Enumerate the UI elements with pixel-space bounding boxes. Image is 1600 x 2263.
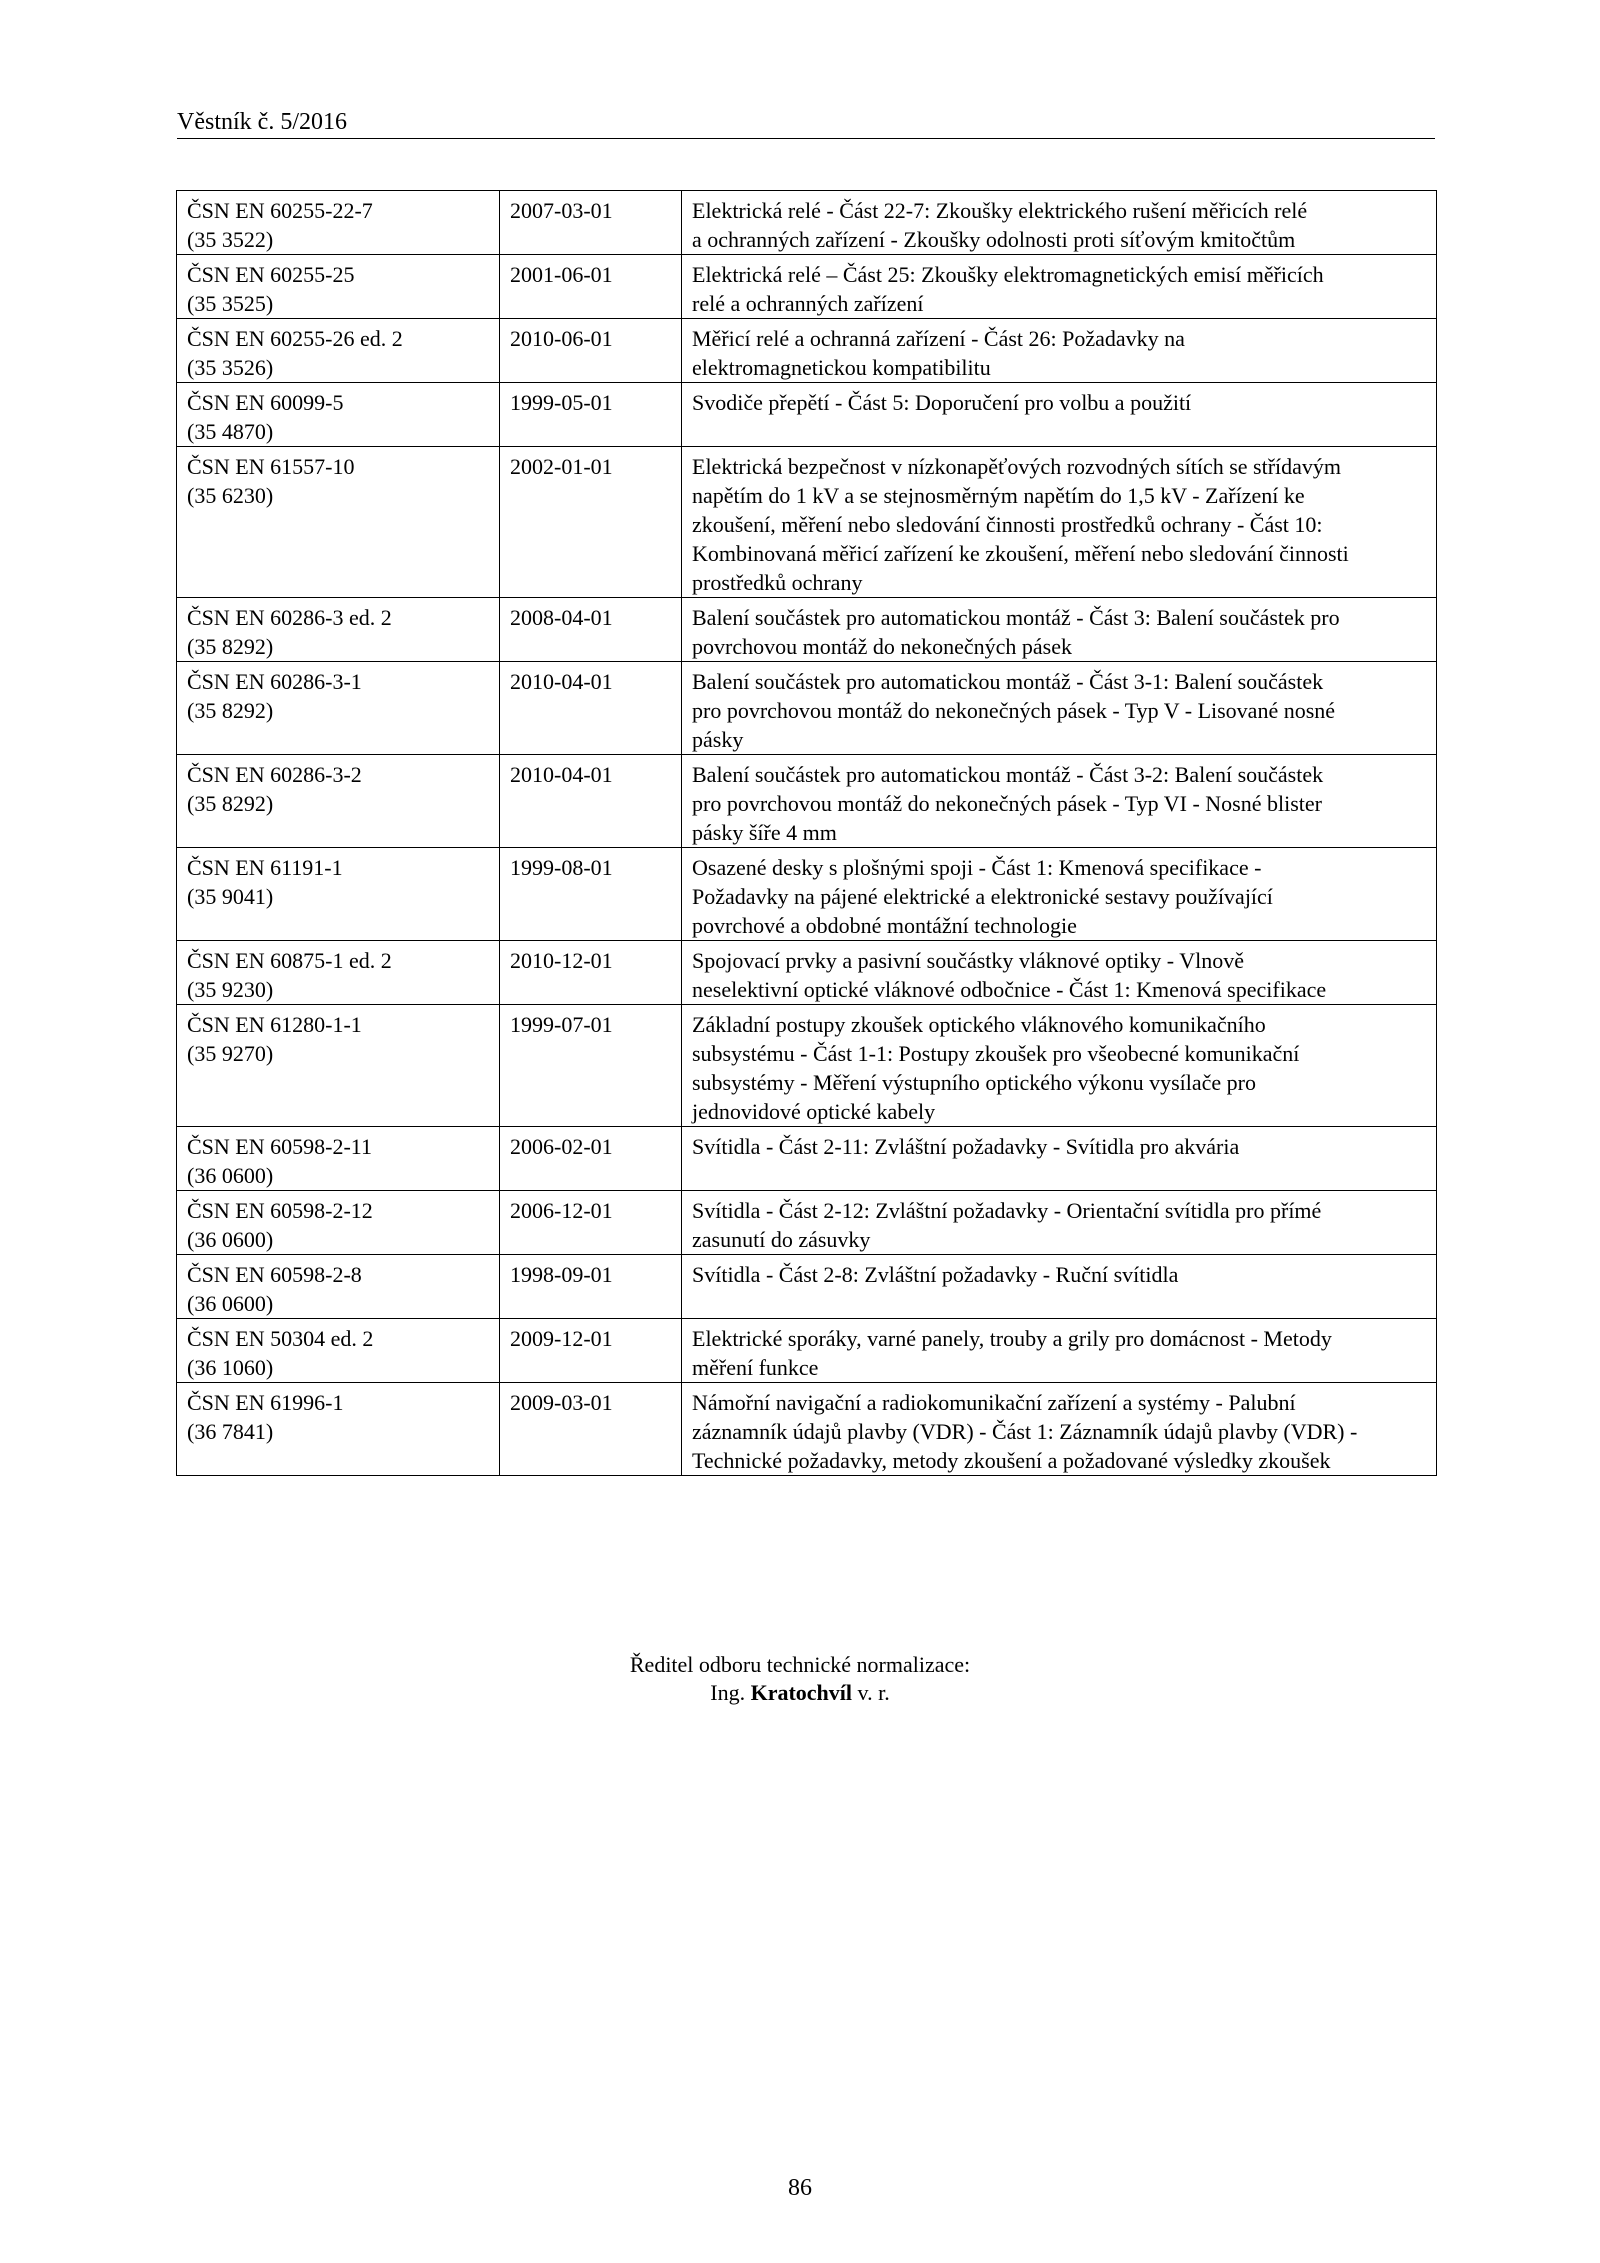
date-cell — [500, 755, 682, 848]
standard-title-line: povrchové a obdobné montážní technologie — [692, 913, 1077, 938]
standard-code-cell — [177, 1127, 500, 1191]
standard-code-line: (36 7841) — [187, 1419, 274, 1444]
standard-title-line: neselektivní optické vláknové odbočnice - Část 1: Kmenová specifikace — [692, 977, 1327, 1002]
standard-title-line: Osazené desky s plošnými spoji - Část 1: Kmenová specifikace - — [692, 855, 1262, 880]
standard-title-line: Elektrické sporáky, varné panely, trouby a grily pro domácnost - Metody — [692, 1326, 1332, 1351]
signature-suffix: v. r. — [857, 1680, 890, 1705]
standard-title-line: povrchovou montáž do nekonečných pásek — [692, 634, 1072, 659]
date-cell — [500, 941, 682, 1005]
standard-date: 2006-02-01 — [510, 1134, 613, 1159]
date-cell — [500, 1255, 682, 1319]
standard-date: 2010-04-01 — [510, 669, 613, 694]
standard-title-line: Spojovací prvky a pasivní součástky vláknové optiky - Vlnově — [692, 948, 1244, 973]
signature-person — [0, 1679, 1600, 1707]
standard-title-line: Základní postupy zkoušek optického vláknového komunikačního — [692, 1012, 1266, 1037]
standard-code-cell — [177, 1191, 500, 1255]
standard-code-line: (35 3522) — [187, 227, 274, 252]
standard-date: 1999-07-01 — [510, 1012, 613, 1037]
date-cell — [500, 1191, 682, 1255]
standard-title-cell — [682, 1383, 1437, 1476]
standard-title-line: Požadavky na pájené elektrické a elektronické sestavy používající — [692, 884, 1273, 909]
standard-code-line: (35 6230) — [187, 483, 274, 508]
standard-code-line: ČSN EN 60875-1 ed. 2 — [187, 948, 392, 973]
standard-date: 2002-01-01 — [510, 454, 613, 479]
standard-code-line: ČSN EN 60286-3-1 — [187, 669, 362, 694]
standard-title-line: zasunutí do zásuvky — [692, 1227, 871, 1252]
standard-date: 1998-09-01 — [510, 1262, 613, 1287]
standard-code-cell — [177, 255, 500, 319]
standard-title-line: zkoušení, měření nebo sledování činnosti prostředků ochrany - Část 10: — [692, 512, 1323, 537]
standard-code-line: (36 0600) — [187, 1291, 274, 1316]
standard-title-line: Svítidla - Část 2-8: Zvláštní požadavky - Ruční svítidla — [692, 1262, 1179, 1287]
standard-code-line: ČSN EN 60099-5 — [187, 390, 344, 415]
standard-title-line: pro povrchovou montáž do nekonečných pásek - Typ VI - Nosné blister — [692, 791, 1322, 816]
standard-code-line: (35 3525) — [187, 291, 274, 316]
standard-code-line: ČSN EN 60255-22-7 — [187, 198, 373, 223]
standard-code-cell — [177, 941, 500, 1005]
standard-title-line: Kombinovaná měřicí zařízení ke zkoušení, měření nebo sledování činnosti — [692, 541, 1349, 566]
date-cell — [500, 383, 682, 447]
standard-code-cell — [177, 1255, 500, 1319]
standard-title-line: Technické požadavky, metody zkoušení a požadované výsledky zkoušek — [692, 1448, 1331, 1473]
standard-code-line: ČSN EN 61996-1 — [187, 1390, 344, 1415]
standard-title-line: pásky šíře 4 mm — [692, 820, 837, 845]
date-cell — [500, 1005, 682, 1127]
standard-code-cell — [177, 319, 500, 383]
standard-title-line: Námořní navigační a radiokomunikační zařízení a systémy - Palubní — [692, 1390, 1296, 1415]
standards-table — [176, 190, 1437, 1476]
standard-code-line: (36 0600) — [187, 1163, 274, 1188]
standard-code-line: ČSN EN 50304 ed. 2 — [187, 1326, 374, 1351]
table-row — [177, 1191, 1437, 1255]
standard-title-cell — [682, 1005, 1437, 1127]
table-row — [177, 1383, 1437, 1476]
table-row — [177, 755, 1437, 848]
standard-title-cell — [682, 191, 1437, 255]
standard-title-line: subsystémy - Měření výstupního optického výkonu vysílače pro — [692, 1070, 1256, 1095]
standard-code-line: (36 1060) — [187, 1355, 274, 1380]
table-row — [177, 1255, 1437, 1319]
standard-title-line: záznamník údajů plavby (VDR) - Část 1: Záznamník údajů plavby (VDR) - — [692, 1419, 1358, 1444]
standard-date: 2009-12-01 — [510, 1326, 613, 1351]
standard-title-cell — [682, 319, 1437, 383]
standard-title-cell — [682, 848, 1437, 941]
standard-title-cell — [682, 941, 1437, 1005]
standard-title-line: Balení součástek pro automatickou montáž - Část 3-2: Balení součástek — [692, 762, 1324, 787]
standard-code-line: (35 8292) — [187, 791, 274, 816]
standard-code-line: ČSN EN 61280-1-1 — [187, 1012, 362, 1037]
standard-title-cell — [682, 662, 1437, 755]
standard-title-cell — [682, 1127, 1437, 1191]
table-row — [177, 191, 1437, 255]
page-header — [177, 108, 1435, 139]
standard-code-line: ČSN EN 60598-2-8 — [187, 1262, 362, 1287]
table-row — [177, 848, 1437, 941]
date-cell — [500, 1127, 682, 1191]
standard-code-line: (35 8292) — [187, 634, 274, 659]
page-number: 86 — [788, 2175, 812, 2201]
standard-code-line: (35 9270) — [187, 1041, 274, 1066]
standard-code-cell — [177, 383, 500, 447]
standard-title-line: Elektrická relé – Část 25: Zkoušky elektromagnetických emisí měřicích — [692, 262, 1324, 287]
signature-prefix: Ing. — [710, 1680, 746, 1705]
standard-title-line: Elektrická relé - Část 22-7: Zkoušky elektrického rušení měřicích relé — [692, 198, 1308, 223]
table-row — [177, 1005, 1437, 1127]
standard-code-line: ČSN EN 60255-25 — [187, 262, 355, 287]
date-cell — [500, 319, 682, 383]
standard-code-cell — [177, 1383, 500, 1476]
standard-title-line: měření funkce — [692, 1355, 819, 1380]
date-cell — [500, 1319, 682, 1383]
standard-code-line: ČSN EN 60598-2-12 — [187, 1198, 373, 1223]
standard-title-cell — [682, 255, 1437, 319]
standard-title-line: subsystému - Část 1-1: Postupy zkoušek pro všeobecné komunikační — [692, 1041, 1300, 1066]
table-row — [177, 662, 1437, 755]
table-row — [177, 447, 1437, 598]
standard-title-line: a ochranných zařízení - Zkoušky odolnosti proti síťovým kmitočtům — [692, 227, 1296, 252]
standard-code-cell — [177, 1005, 500, 1127]
table-row — [177, 1127, 1437, 1191]
standard-title-cell — [682, 1255, 1437, 1319]
standard-date: 2001-06-01 — [510, 262, 613, 287]
signature-name: Kratochvíl — [750, 1680, 853, 1705]
table-row — [177, 383, 1437, 447]
standard-title-line: Elektrická bezpečnost v nízkonapěťových rozvodných sítích se střídavým — [692, 454, 1342, 479]
standard-code-cell — [177, 191, 500, 255]
signature-role: Ředitel odboru technické normalizace: — [629, 1652, 971, 1677]
standard-title-cell — [682, 1319, 1437, 1383]
standards-table-body — [177, 191, 1437, 1476]
standard-title-cell — [682, 447, 1437, 598]
standard-title-line: Svítidla - Část 2-12: Zvláštní požadavky - Orientační svítidla pro přímé — [692, 1198, 1322, 1223]
table-row — [177, 255, 1437, 319]
standard-code-line: ČSN EN 61557-10 — [187, 454, 355, 479]
standard-title-line: Svodiče přepětí - Část 5: Doporučení pro volbu a použití — [692, 390, 1192, 415]
standard-title-line: pásky — [692, 727, 744, 752]
standard-code-line: (35 9230) — [187, 977, 274, 1002]
standard-code-cell — [177, 755, 500, 848]
standard-title-line: elektromagnetickou kompatibilitu — [692, 355, 991, 380]
standard-code-line: ČSN EN 60286-3-2 — [187, 762, 362, 787]
standard-code-line: (35 8292) — [187, 698, 274, 723]
standard-title-line: Balení součástek pro automatickou montáž - Část 3: Balení součástek pro — [692, 605, 1340, 630]
table-row — [177, 1319, 1437, 1383]
standard-code-line: (36 0600) — [187, 1227, 274, 1252]
standard-date: 2006-12-01 — [510, 1198, 613, 1223]
date-cell — [500, 447, 682, 598]
standard-code-line: ČSN EN 61191-1 — [187, 855, 343, 880]
standard-date: 1999-05-01 — [510, 390, 613, 415]
standard-date: 2007-03-01 — [510, 198, 613, 223]
date-cell — [500, 1383, 682, 1476]
standard-title-line: Měřicí relé a ochranná zařízení - Část 26: Požadavky na — [692, 326, 1185, 351]
standard-date: 2008-04-01 — [510, 605, 613, 630]
standard-code-cell — [177, 1319, 500, 1383]
standard-title-line: napětím do 1 kV a se stejnosměrným napětím do 1,5 kV - Zařízení ke — [692, 483, 1305, 508]
standard-date: 2010-04-01 — [510, 762, 613, 787]
standard-title-line: prostředků ochrany — [692, 570, 863, 595]
table-row — [177, 941, 1437, 1005]
standard-date: 1999-08-01 — [510, 855, 613, 880]
date-cell — [500, 191, 682, 255]
standard-date: 2010-12-01 — [510, 948, 613, 973]
standard-date: 2010-06-01 — [510, 326, 613, 351]
standard-code-line: (35 4870) — [187, 419, 274, 444]
standard-date: 2009-03-01 — [510, 1390, 613, 1415]
standard-code-line: ČSN EN 60286-3 ed. 2 — [187, 605, 392, 630]
date-cell — [500, 598, 682, 662]
standard-title-cell — [682, 383, 1437, 447]
standard-title-cell — [682, 1191, 1437, 1255]
standard-code-line: ČSN EN 60255-26 ed. 2 — [187, 326, 403, 351]
standard-title-line: Svítidla - Část 2-11: Zvláštní požadavky - Svítidla pro akvária — [692, 1134, 1240, 1159]
standard-title-cell — [682, 755, 1437, 848]
table-row — [177, 319, 1437, 383]
journal-title: Věstník č. 5/2016 — [177, 109, 347, 135]
standard-code-cell — [177, 598, 500, 662]
table-row — [177, 598, 1437, 662]
standard-title-cell — [682, 598, 1437, 662]
standard-code-cell — [177, 447, 500, 598]
date-cell — [500, 848, 682, 941]
standard-code-line: ČSN EN 60598-2-11 — [187, 1134, 372, 1159]
standard-title-line: pro povrchovou montáž do nekonečných pásek - Typ V - Lisované nosné — [692, 698, 1336, 723]
standard-code-line: (35 3526) — [187, 355, 274, 380]
standard-code-cell — [177, 848, 500, 941]
standard-title-line: Balení součástek pro automatickou montáž - Část 3-1: Balení součástek — [692, 669, 1324, 694]
date-cell — [500, 255, 682, 319]
standard-title-line: relé a ochranných zařízení — [692, 291, 924, 316]
standard-code-cell — [177, 662, 500, 755]
standard-code-line: (35 9041) — [187, 884, 274, 909]
standard-title-line: jednovidové optické kabely — [692, 1099, 936, 1124]
signature-block — [0, 1651, 1600, 1707]
date-cell — [500, 662, 682, 755]
